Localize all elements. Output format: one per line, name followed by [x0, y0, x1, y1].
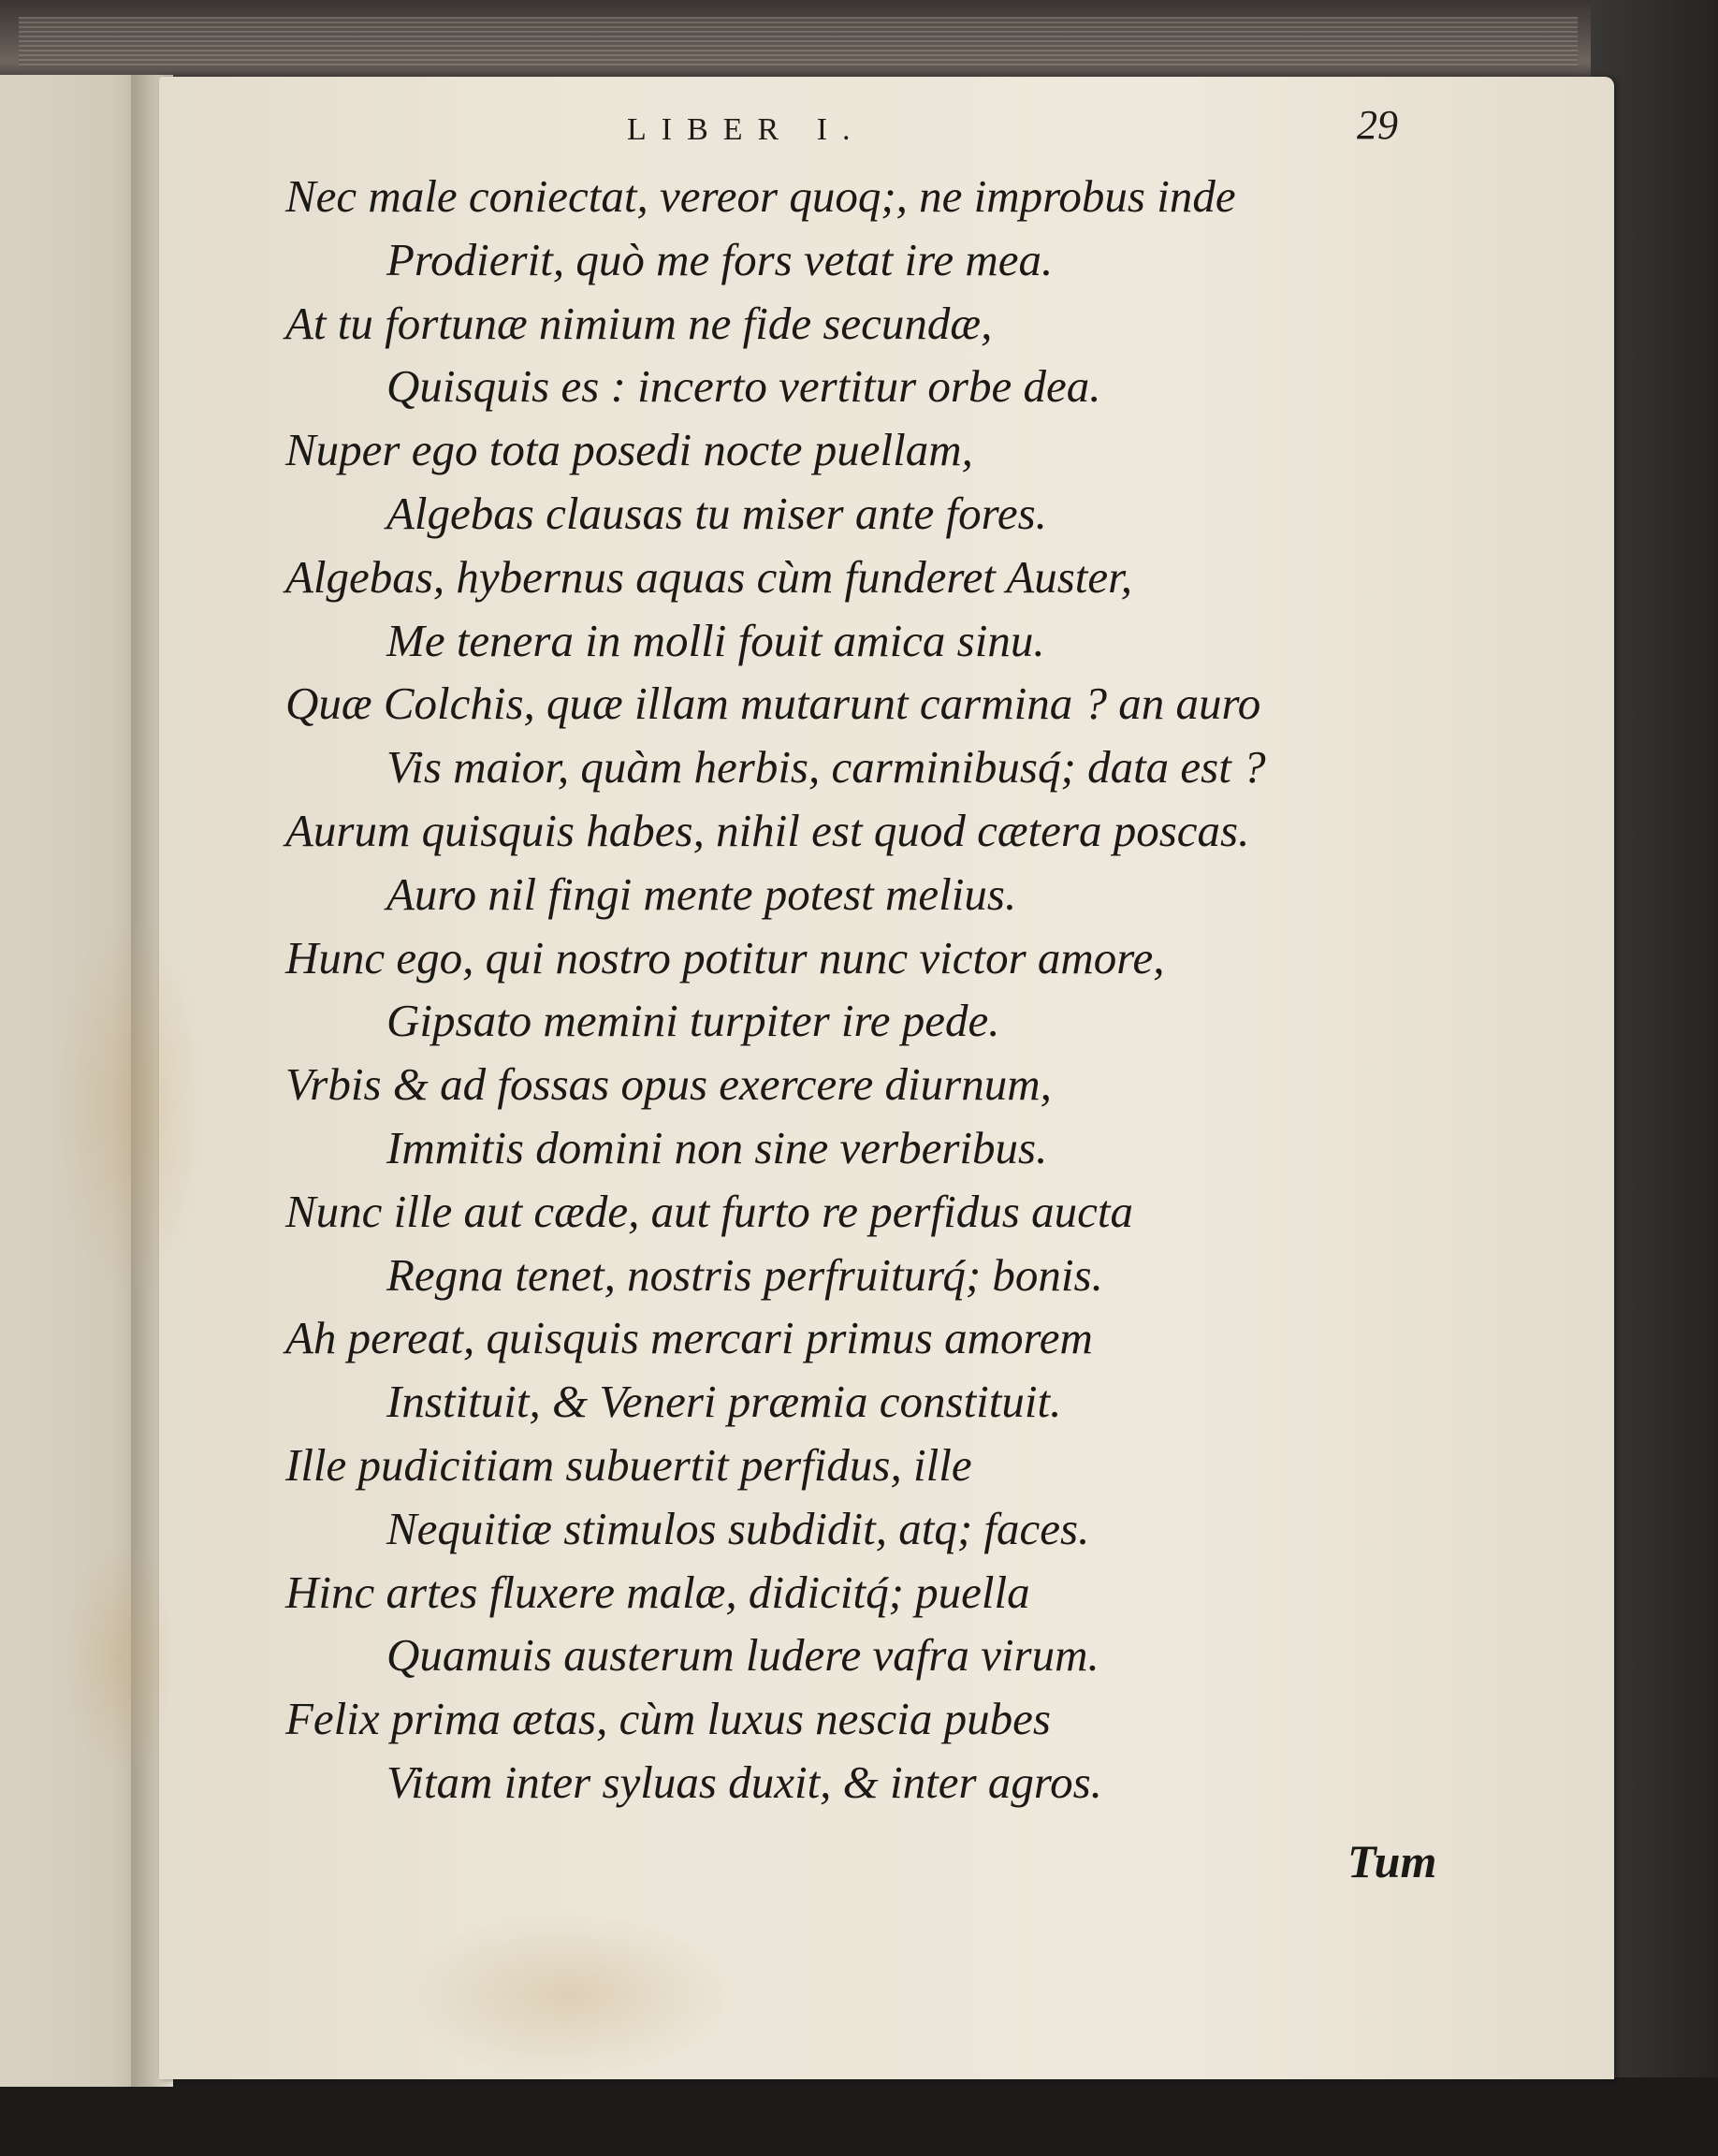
verse-line: At tu fortunæ nimium ne fide secundæ,: [285, 297, 993, 349]
verse-line: Vitam inter syluas duxit, & inter agros.: [386, 1755, 1102, 1808]
page-edges: [19, 17, 1578, 68]
verse-line: Vrbis & ad fossas opus exercere diurnum,: [285, 1058, 1052, 1111]
page-number: 29: [1357, 102, 1398, 148]
verse-line: Auro nil fingi mente potest melius.: [386, 867, 1017, 920]
verse-line: Nequitiæ stimulos subdidit, atq; faces.: [386, 1502, 1090, 1554]
water-stain: [56, 910, 206, 1303]
verse-line: Ah pereat, quisquis mercari primus amorem: [285, 1312, 1093, 1364]
verse-line: Felix prima ætas, cùm luxus nescia pubes: [285, 1693, 1051, 1745]
verse-line: Nuper ego tota posedi nocte puellam,: [285, 424, 973, 476]
verse-line: Nunc ille aut cæde, aut furto re perfidus aucta: [285, 1185, 1133, 1237]
verse-line: Quisquis es : incerto vertitur orbe dea.: [386, 360, 1101, 413]
verse-line: Nec male coniectat, vereor quoq;, ne improbus inde: [285, 170, 1236, 222]
verse-line: Quæ Colchis, quæ illam mutarunt carmina ? an auro: [285, 677, 1261, 730]
verse-line: Regna tenet, nostris perfruiturq́; bonis.: [386, 1248, 1103, 1301]
verse-line: Me tenera in molli fouit amica sinu.: [386, 614, 1045, 666]
background-bottom: [0, 2077, 1718, 2156]
verse-line: Prodierit, quò me fors vetat ire mea.: [386, 233, 1054, 285]
verse-line: Hunc ego, qui nostro potitur nunc victor amore,: [285, 931, 1165, 983]
verse-line: Algebas, hybernus aquas cùm funderet Auster,: [285, 550, 1133, 603]
verse-line: Immitis domini non sine verberibus.: [386, 1121, 1048, 1173]
water-stain: [402, 1911, 739, 2079]
water-stain: [66, 1537, 178, 1780]
verse-line: Quamuis austerum ludere vafra virum.: [386, 1629, 1099, 1682]
verse-line: Aurum quisquis habes, nihil est quod cætera poscas.: [285, 804, 1250, 856]
verse-line: Gipsato memini turpiter ire pede.: [386, 995, 1000, 1047]
book-top-edge: [0, 0, 1718, 89]
verse-text: [285, 165, 1455, 1814]
catchword: Tum: [1347, 1835, 1437, 1887]
running-title: LIBER I.: [627, 112, 866, 147]
verse-line: Algebas clausas tu miser ante fores.: [386, 487, 1047, 539]
verse-line: Ille pudicitiam subuertit perfidus, ille: [285, 1438, 972, 1491]
verse-line: Instituit, & Veneri præmia constituit.: [386, 1376, 1062, 1428]
verse-line: Vis maior, quàm herbis, carminibusq́; data est ?: [386, 741, 1266, 794]
verse-line: Hinc artes fluxere malæ, didicitq́; puella: [285, 1566, 1030, 1618]
